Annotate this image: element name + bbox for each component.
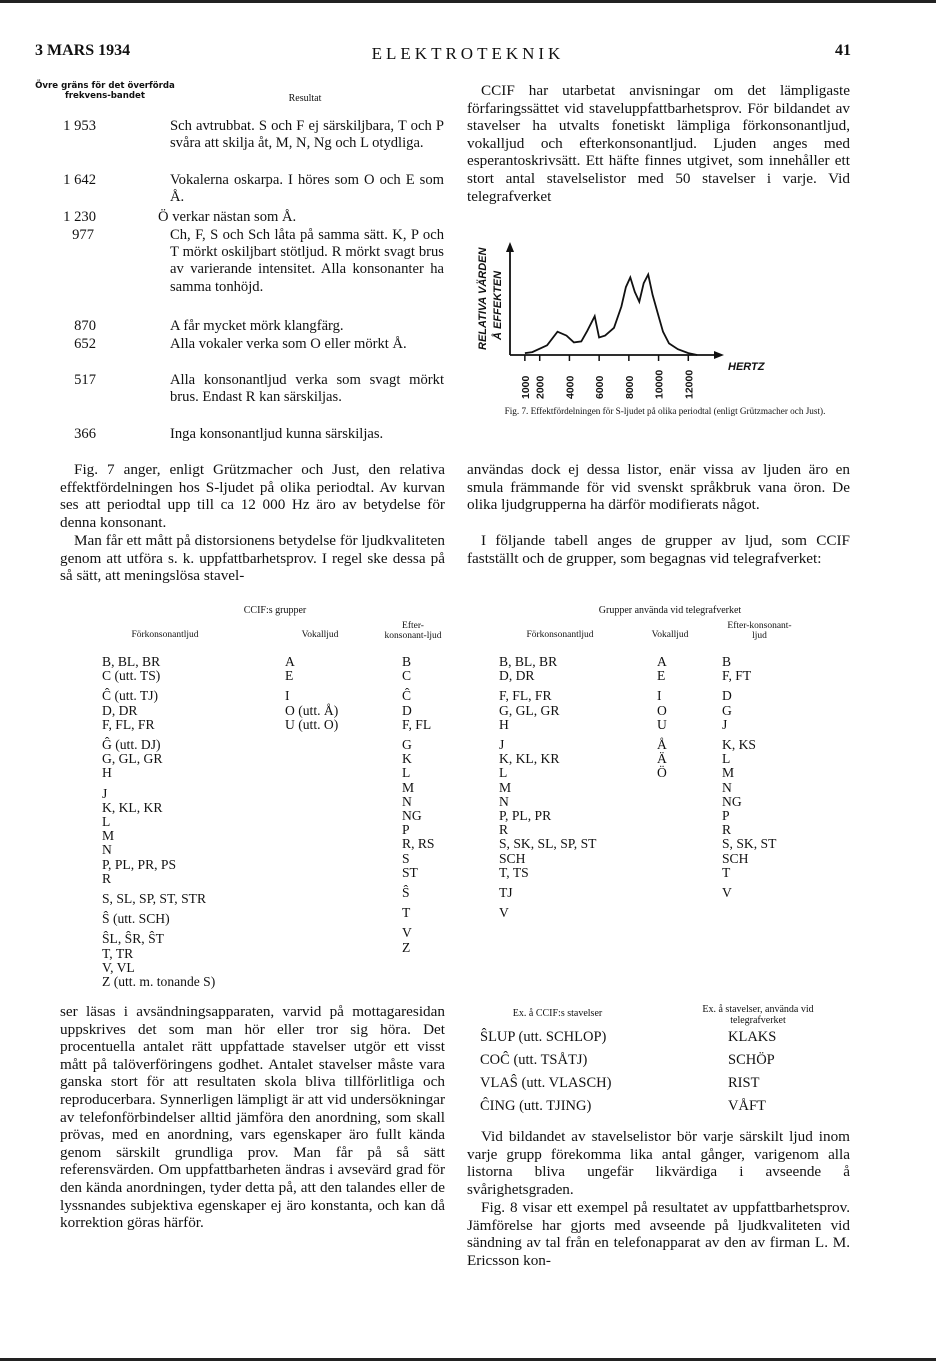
list-item: Ĉ (utt. TJ) <box>102 688 159 704</box>
list-item: M <box>402 779 415 795</box>
result-text: Ö verkar nästan som Å. <box>158 209 297 225</box>
list-item: C (utt. TS) <box>102 668 161 684</box>
list-item: B, BL, BR <box>102 654 161 669</box>
ccif-fore-list <box>102 655 215 989</box>
paragraph-method: ser läsas i avsändningsapparaten, varvid på mottagaresidan uppskrives det som man hör eller tror sig höra. Det procentuella antalet rätt uppfattade stavelser utgör ett visst mått på talöverföringens godhet. Antalet stavelser måste vara ganska stort för att resultaten skola bliva tillförlitliga och reproducerbara. Synnerligen lämpligt är att vid undersökningar av telefonförbindelser alltid jämföra den anordning, som skall prövas, med en anordning, vars egenskaper äro fullt kända genom särskilt grundliga prov. Man får på så sätt referensvärden. Om uppfattbarheten ändras i avsevärd grad för den kända anordningen, tyder detta på, att den talandes eller de lyssnandes subjektiva egenskaper ej äro konstanta, och kan då korrektion göras härför. <box>60 1003 445 1232</box>
list-item: I <box>285 688 290 704</box>
list-item: ST <box>402 864 418 880</box>
result-text: Sch avtrubbat. S och F ej särskiljbara, T och P svåra att skilja åt, M, N, Ng och L otydliga. <box>170 118 444 152</box>
list-item: R <box>102 870 112 886</box>
list-item: H <box>102 765 112 781</box>
paragraph-fig8: Fig. 8 visar ett exempel på resultatet av uppfattbarhetsprov. Jämförelse har gjorts med avseende på ljudkvaliteten vid sändning av tal från en telefonapparat av den av firman L. M. Ericsson kon- <box>467 1199 850 1269</box>
list-item: P, PL, PR, PS <box>102 856 177 872</box>
effect-curve <box>525 275 697 356</box>
result-table-col2-head: Resultat <box>288 93 322 104</box>
list-item: F, FL, FR <box>499 688 552 704</box>
list-item: NG <box>402 808 422 824</box>
list-item: F, FL <box>402 716 432 732</box>
list-item: M <box>722 765 735 781</box>
examples-head-tel: Ex. å stavelser, använda vid telegrafverket <box>702 1004 814 1026</box>
result-text: Inga konsonantljud kunna särskiljas. <box>170 426 384 442</box>
header-date: 3 MARS 1934 <box>35 42 131 59</box>
freq-value: 1 953 <box>63 118 96 134</box>
freq-value: 517 <box>74 372 96 388</box>
list-item: H <box>499 716 509 732</box>
list-item: Ö <box>657 765 667 781</box>
list-item: A <box>657 654 667 669</box>
result-text: Alla vokaler verka som O eller mörkt Å. <box>170 336 407 352</box>
list-item: M <box>499 779 512 795</box>
result-text: Alla konsonantljud verka som svagt mörkt brus. Endast R kan särskiljas. <box>170 372 444 406</box>
list-item: I <box>657 688 662 704</box>
list-item: E <box>285 668 294 684</box>
x-tick-label: 8000 <box>623 375 636 399</box>
list-item: F, FL, FR <box>102 716 155 732</box>
effect-distribution-chart <box>470 220 850 410</box>
page-number: 41 <box>835 42 851 59</box>
list-item: G <box>722 702 732 718</box>
list-item: B, BL, BR <box>499 654 558 669</box>
list-item: G, GL, GR <box>102 751 163 767</box>
list-item: L <box>722 751 731 767</box>
list-item: D, DR <box>499 668 535 684</box>
list-item: K, KL, KR <box>499 751 560 767</box>
list-item: D <box>722 688 732 704</box>
list-item: Ŝ (utt. SCH) <box>102 911 170 927</box>
list-item: U <box>657 716 667 732</box>
list-item: K, KL, KR <box>102 799 163 815</box>
list-item: S <box>402 850 410 866</box>
tel-vowel-list <box>657 655 667 781</box>
x-tick-label: 10000 <box>653 369 666 399</box>
x-tick-label: 6000 <box>594 375 607 399</box>
list-item: Ĉ <box>402 688 412 704</box>
result-text: Vokalerna oskarpa. I höres som O och E som Å. <box>170 172 444 206</box>
freq-value: 870 <box>74 318 96 334</box>
y-axis-label-1: RELATIVA VÄRDEN <box>477 247 489 350</box>
tel-head-vowel: Vokalljud <box>651 630 689 640</box>
list-item: R, RS <box>402 836 435 852</box>
list-item: Z <box>402 939 411 955</box>
freq-value: 366 <box>74 426 96 442</box>
list-item: G, GL, GR <box>499 702 560 718</box>
ccif-vowel-list <box>285 655 338 732</box>
list-item: Ĝ (utt. DJ) <box>102 737 161 753</box>
list-item: B <box>722 654 732 669</box>
list-item: N <box>499 793 509 809</box>
list-item: SCH <box>722 850 749 866</box>
freq-value: 1 230 <box>63 209 96 225</box>
ccif-head-fore: Förkonsonantljud <box>131 630 199 640</box>
x-axis-label: HERTZ <box>728 361 765 373</box>
list-item: J <box>499 737 505 753</box>
example-tel-3: RIST <box>728 1075 760 1091</box>
list-item: K <box>402 751 412 767</box>
list-item: R <box>499 822 509 838</box>
list-item: B <box>402 654 412 669</box>
paragraph-list-forming: Vid bildandet av stavelselistor bör varje särskilt ljud inom varje grupp förekomma lika antal gånger, varigenom alla listorna bliva ungefär likvärdiga i avseende å svårighetsgraden. <box>467 1128 850 1198</box>
list-item: Ŝ <box>402 885 410 901</box>
list-item: F, FT <box>722 668 752 684</box>
result-table-col1-head: Övre gräns för det överförda frekvens-bandet <box>35 81 175 101</box>
ccif-head-after: Efter-konsonant-ljud <box>384 621 442 641</box>
figure-7-caption: Fig. 7. Effektfördelningen för S-ljudet på olika periodtal (enligt Grützmacher och Just). <box>504 406 826 416</box>
list-item: K, KS <box>722 737 756 753</box>
list-item: A <box>285 654 295 669</box>
list-item: P, PL, PR <box>499 808 552 824</box>
list-item: J <box>102 785 108 801</box>
example-tel-2: SCHÖP <box>728 1052 775 1068</box>
list-item: N <box>102 842 112 858</box>
list-item: Z (utt. m. tonande S) <box>102 974 216 990</box>
result-text: Ch, F, S och Sch låta på samma sätt. K, P och T mörkt oskiljbart stötljud. R mörkt svagt brus av varierande intensitet. Alla konsonanter ha samma tonhöjd. <box>170 227 444 295</box>
list-item: Å <box>657 737 667 753</box>
list-item: J <box>722 716 728 732</box>
example-tel-4: VÅFT <box>728 1098 766 1114</box>
list-item: T, TR <box>102 945 134 961</box>
list-item: L <box>102 814 111 830</box>
tel-groups-title: Grupper använda vid telegrafverket <box>598 605 742 616</box>
bottom-border <box>0 1358 936 1361</box>
x-axis-arrow <box>714 351 724 359</box>
paragraph-fig7-intro: Fig. 7 anger, enligt Grützmacher och Just, den relativa effektfördelningen hos S-ljudet på olika periodtal. Av kurvan ses att periodtal upp till ca 12 000 Hz äro av betydelse för denna konsonant. <box>60 461 445 531</box>
tel-head-after: Efter-konsonant-ljud <box>727 621 792 641</box>
result-table <box>26 118 456 448</box>
paragraph-table-intro: I följande tabell anges de grupper av ljud, som CCIF fastställt och de grupper, som begagnas vid telegrafverket: <box>467 532 850 567</box>
list-item: P <box>722 808 730 824</box>
freq-value: 652 <box>74 336 96 352</box>
result-text: A får mycket mörk klangfärg. <box>170 318 344 334</box>
x-tick-label: 12000 <box>683 369 696 399</box>
list-item: N <box>722 779 732 795</box>
list-item: Ä <box>657 751 667 767</box>
example-ccif-4: ĈING (utt. TJING) <box>480 1098 592 1114</box>
list-item: NG <box>722 793 742 809</box>
list-item: SCH <box>499 850 526 866</box>
list-item: D, DR <box>102 702 138 718</box>
list-item: E <box>657 668 666 684</box>
list-item: N <box>402 793 412 809</box>
tel-after-list <box>722 655 776 900</box>
top-border <box>0 0 936 3</box>
paragraph-lists: användas dock ej dessa listor, enär vissa av ljuden äro en smula främmande för vid svenskt språkbruk vana öron. De olika ljudgrupperna ha därför modifierats något. <box>467 461 850 514</box>
ccif-head-vowel: Vokalljud <box>301 630 339 640</box>
example-ccif-3: VLAŜ (utt. VLASCH) <box>480 1075 612 1091</box>
x-tick-label: 2000 <box>534 375 547 399</box>
list-item: O (utt. Å) <box>285 702 339 718</box>
tel-fore-list <box>499 655 596 920</box>
figure-7 <box>470 220 850 440</box>
x-tick-label: 1000 <box>519 375 532 399</box>
freq-value: 1 642 <box>63 172 96 188</box>
paragraph-distortion: Man får ett mått på distorsionens betydelse för ljudkvaliteten genom att utföra s. k. uppfattbarhetsprov. I regel ske dessa på så sätt, att meningslösa stavel- <box>60 532 445 585</box>
list-item: T <box>402 905 411 921</box>
list-item: C <box>402 668 412 684</box>
y-axis-label-2: Å EFFEKTEN <box>492 270 504 340</box>
list-item: T <box>722 864 731 880</box>
list-item: T, TS <box>499 864 529 880</box>
list-item: S, SL, SP, ST, STR <box>102 891 207 907</box>
list-item: V, VL <box>102 959 135 975</box>
list-item: S, SK, SL, SP, ST <box>499 836 597 852</box>
list-item: M <box>102 828 115 844</box>
list-item: R <box>722 822 732 838</box>
list-item: TJ <box>499 885 513 901</box>
list-item: V <box>402 925 412 941</box>
freq-value: 977 <box>72 227 94 243</box>
list-item: S, SK, ST <box>722 836 777 852</box>
tel-head-fore: Förkonsonantljud <box>526 630 594 640</box>
list-item: U (utt. O) <box>285 716 339 732</box>
list-item: G <box>402 737 412 753</box>
paragraph-ccif: CCIF har utarbetat anvisningar om det lämpligaste förfaringssättet vid staveluppfattbarhetsprov. För bildandet av stavelser ha utvalts fonetiskt lämpliga förkonsonantljud, vokalljud och efterkonsonantljud. Ljuden anges med esperantoskrivsätt. Ett häfte finnes utgivet, som innehåller ett stort antal stavelselistor med 50 stavelser i varje. Vid telegrafverket <box>467 82 850 205</box>
list-item: V <box>499 905 509 921</box>
journal-title: ELEKTROTEKNIK <box>371 44 565 63</box>
examples-head-ccif: Ex. å CCIF:s stavelser <box>512 1008 603 1019</box>
example-ccif-1: ŜLUP (utt. SCHLOP) <box>480 1029 607 1045</box>
list-item: L <box>402 765 411 781</box>
list-item: D <box>402 702 412 718</box>
list-item: L <box>499 765 508 781</box>
example-tel-1: KLAKS <box>728 1029 777 1045</box>
list-item: ŜL, ŜR, ŜT <box>102 931 164 947</box>
ccif-after-list <box>402 655 435 955</box>
list-item: V <box>722 885 732 901</box>
list-item: O <box>657 702 667 718</box>
ccif-groups-title: CCIF:s grupper <box>243 605 307 616</box>
y-axis-arrow <box>506 242 514 252</box>
list-item: P <box>402 822 410 838</box>
example-ccif-2: COĈ (utt. TSÅTJ) <box>480 1052 588 1068</box>
x-tick-label: 4000 <box>564 375 577 399</box>
